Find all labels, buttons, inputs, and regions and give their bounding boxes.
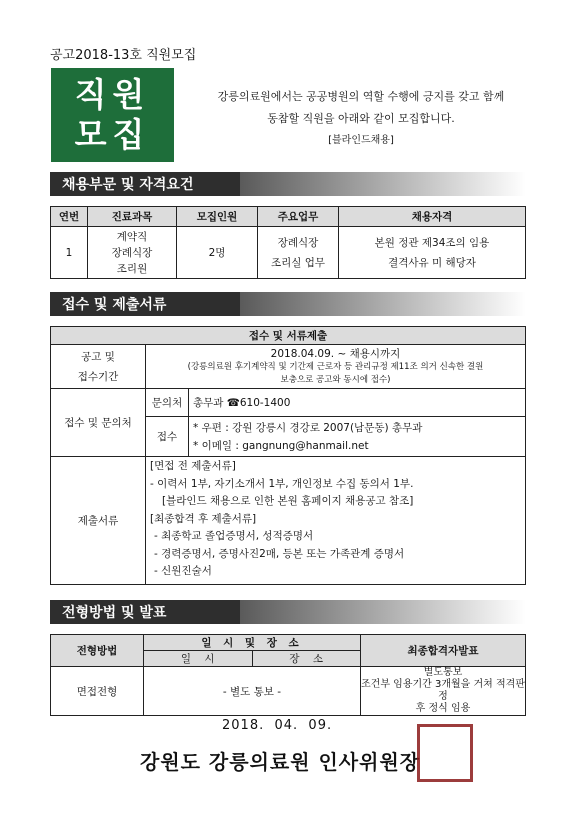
period-main: 2018.04.09. ~ 채용시까지 xyxy=(270,348,401,360)
organization-name: 강원도 강릉의료원 인사위원장 xyxy=(140,750,421,774)
period-note: 보충으로 공고와 동시에 접수) xyxy=(280,375,391,385)
section-title: 접수 및 제출서류 xyxy=(50,292,240,316)
result-value xyxy=(361,667,526,716)
submit-title: 접수 및 서류제출 xyxy=(51,327,526,345)
header-cell: 모집인원 xyxy=(177,207,258,227)
duty-line: 장례식장 xyxy=(277,236,319,249)
section-fade xyxy=(240,172,526,196)
label-line: 공고 및 xyxy=(81,350,115,363)
duty-line: 조리실 업무 xyxy=(270,256,326,269)
docs-pre-item: - 이력서 1부, 자기소개서 1부, 개인정보 수집 동의서 1부. xyxy=(150,477,414,490)
docs-final-item: - 신원진술서 xyxy=(154,565,212,577)
section-header-recruit xyxy=(50,172,526,196)
header-cell: 연번 xyxy=(51,207,88,227)
logo-line1: 직원 xyxy=(74,75,151,114)
row-dept xyxy=(88,227,177,279)
intro-line1: 강릉의료원에서는 공공병원의 역할 수행에 긍지를 갖고 함께 xyxy=(217,90,505,103)
docs-final-item: - 경력증명서, 증명사진2매, 등본 또는 가족관계 증명서 xyxy=(154,547,405,560)
row-qual xyxy=(339,227,526,279)
header-cell: 채용자격 xyxy=(339,207,526,227)
row-duty xyxy=(258,227,339,279)
result-line: 별도통보 xyxy=(423,667,463,678)
contact-label: 접수 및 문의처 xyxy=(51,389,146,457)
inquiry-label: 문의처 xyxy=(146,389,189,417)
docs-pre-title: [면접 전 제출서류] xyxy=(150,460,236,472)
method-value: 면접전형 xyxy=(51,667,144,716)
receipt-mail: * 우편 : 강원 강릉시 경강로 2007(남문동) 총무과 xyxy=(193,421,423,434)
header-date: 일 시 xyxy=(144,651,253,667)
receipt-value xyxy=(189,417,526,457)
result-line: 후 정식 임용 xyxy=(415,703,471,714)
section-header-method xyxy=(50,600,526,624)
row-count: 2명 xyxy=(177,227,258,279)
notice-date: 2018. 04. 09. xyxy=(222,718,333,733)
docs-value xyxy=(146,457,526,585)
dept-line: 계약직 xyxy=(116,230,148,243)
method-table xyxy=(50,634,526,716)
result-line: 조건부 임용기간 3개월을 거쳐 적격판정 xyxy=(361,679,525,702)
docs-final-item: - 최종학교 졸업증명서, 성적증명서 xyxy=(154,530,314,542)
header-cell: 진료과목 xyxy=(88,207,177,227)
label-line: 접수기간 xyxy=(77,370,119,383)
dept-line: 조리원 xyxy=(116,262,148,275)
receipt-email: * 이메일 : gangnung@hanmail.net xyxy=(193,439,369,452)
recruit-table xyxy=(50,206,526,279)
qual-line: 결격사유 미 해당자 xyxy=(388,256,476,269)
official-seal xyxy=(417,724,473,782)
section-title: 전형방법 및 발표 xyxy=(50,600,240,624)
section-fade xyxy=(240,292,526,316)
header-cell: 주요업무 xyxy=(258,207,339,227)
schedule-value: - 별도 통보 - xyxy=(144,667,361,716)
header-schedule: 일 시 및 장 소 xyxy=(144,635,361,651)
table-row xyxy=(51,227,526,279)
docs-final-title: [최종합격 후 제출서류] xyxy=(150,512,257,525)
section-title: 채용부문 및 자격요건 xyxy=(50,172,240,196)
inquiry-value: 총무과 ☎610-1400 xyxy=(189,389,526,417)
section-fade xyxy=(240,600,526,624)
period-note: (강릉의료원 후기계약직 및 기간제 근로자 등 관리규정 제11조 의거 신속한 결원 xyxy=(187,362,484,372)
period-label xyxy=(51,345,146,389)
row-no: 1 xyxy=(51,227,88,279)
dept-line: 장례식장 xyxy=(111,246,153,259)
submit-table xyxy=(50,326,526,585)
section-header-submit xyxy=(50,292,526,316)
intro-line2: 동참할 직원을 아래와 같이 모집합니다. xyxy=(267,112,455,125)
recruit-logo xyxy=(51,68,174,162)
receipt-label: 접수 xyxy=(146,417,189,457)
header-place: 장 소 xyxy=(252,651,361,667)
docs-label: 제출서류 xyxy=(51,457,146,585)
docs-pre-item: [블라인드 채용으로 인한 본원 홈페이지 채용공고 참조] xyxy=(162,495,414,507)
intro-text xyxy=(186,86,536,152)
logo-line2: 모집 xyxy=(74,115,151,154)
intro-blind: [블라인드채용] xyxy=(328,135,394,146)
table-row xyxy=(51,667,526,716)
qual-line: 본원 정관 제34조의 임용 xyxy=(374,236,490,249)
header-method: 전형방법 xyxy=(51,635,144,667)
header-result: 최종합격자발표 xyxy=(361,635,526,667)
period-value xyxy=(146,345,526,389)
notice-number: 공고2018-13호 직원모집 xyxy=(50,48,197,63)
